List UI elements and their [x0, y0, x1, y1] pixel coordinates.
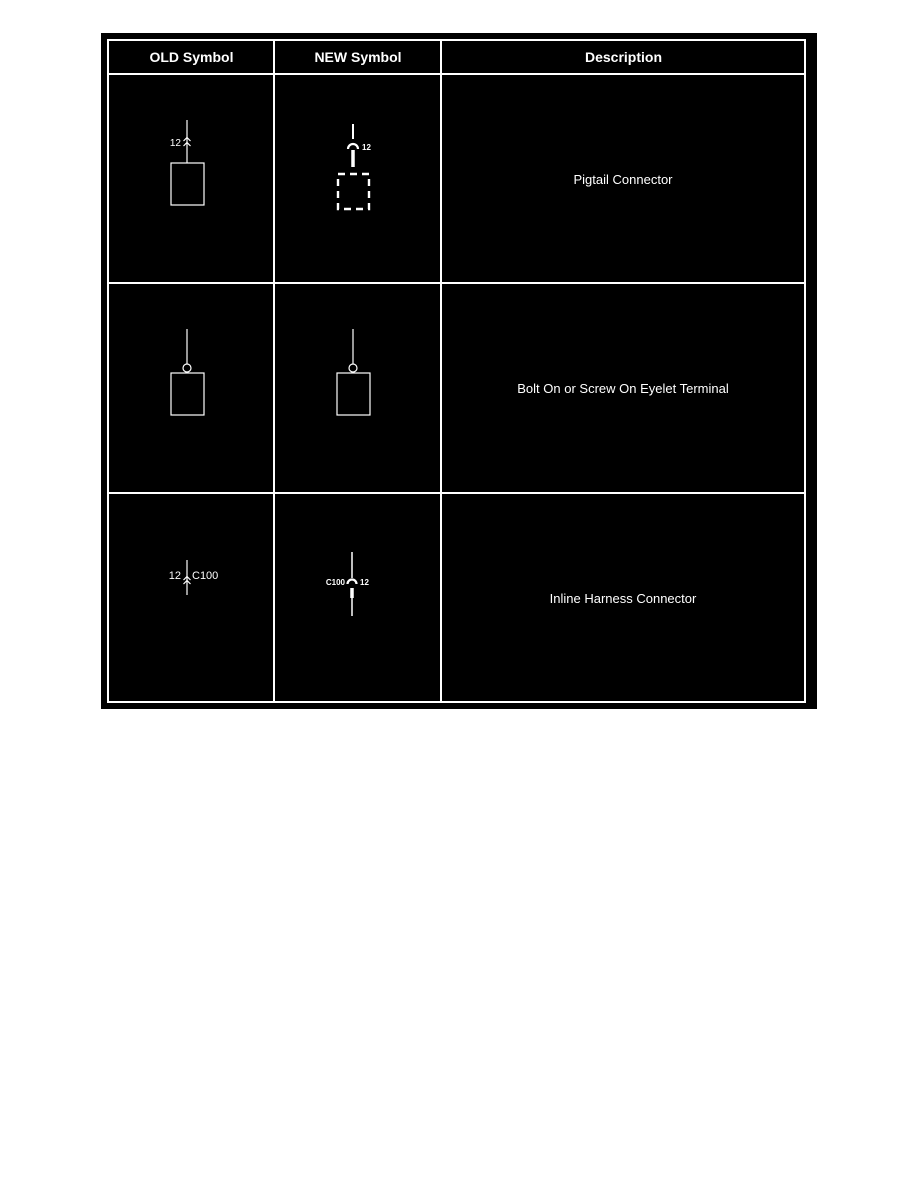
- pin-label: 12: [169, 138, 181, 149]
- eyelet-terminal-new-icon: [337, 329, 370, 415]
- description-pigtail-connector: Pigtail Connector: [573, 172, 673, 187]
- symbol-table: [101, 33, 817, 709]
- pigtail-connector-new-icon: [338, 124, 371, 209]
- eyelet-terminal-old-icon: [171, 329, 204, 415]
- description-eyelet-terminal: Bolt On or Screw On Eyelet Terminal: [517, 381, 729, 396]
- inline-harness-connector-old-icon: [169, 560, 219, 595]
- inline-harness-connector-new-icon: [326, 552, 370, 616]
- header-new-symbol: NEW Symbol: [314, 49, 402, 65]
- description-inline-harness-connector: Inline Harness Connector: [549, 591, 697, 606]
- pin-label: 12: [362, 143, 371, 152]
- connector-label: C100: [325, 578, 345, 587]
- pin-label: 12: [168, 570, 181, 582]
- connector-label: C100: [192, 570, 219, 582]
- header-old-symbol: OLD Symbol: [149, 49, 234, 65]
- symbol-table-graphics: [101, 33, 817, 709]
- pigtail-connector-old-icon: [170, 120, 204, 205]
- header-description: Description: [584, 49, 662, 65]
- pin-label: 12: [360, 578, 369, 587]
